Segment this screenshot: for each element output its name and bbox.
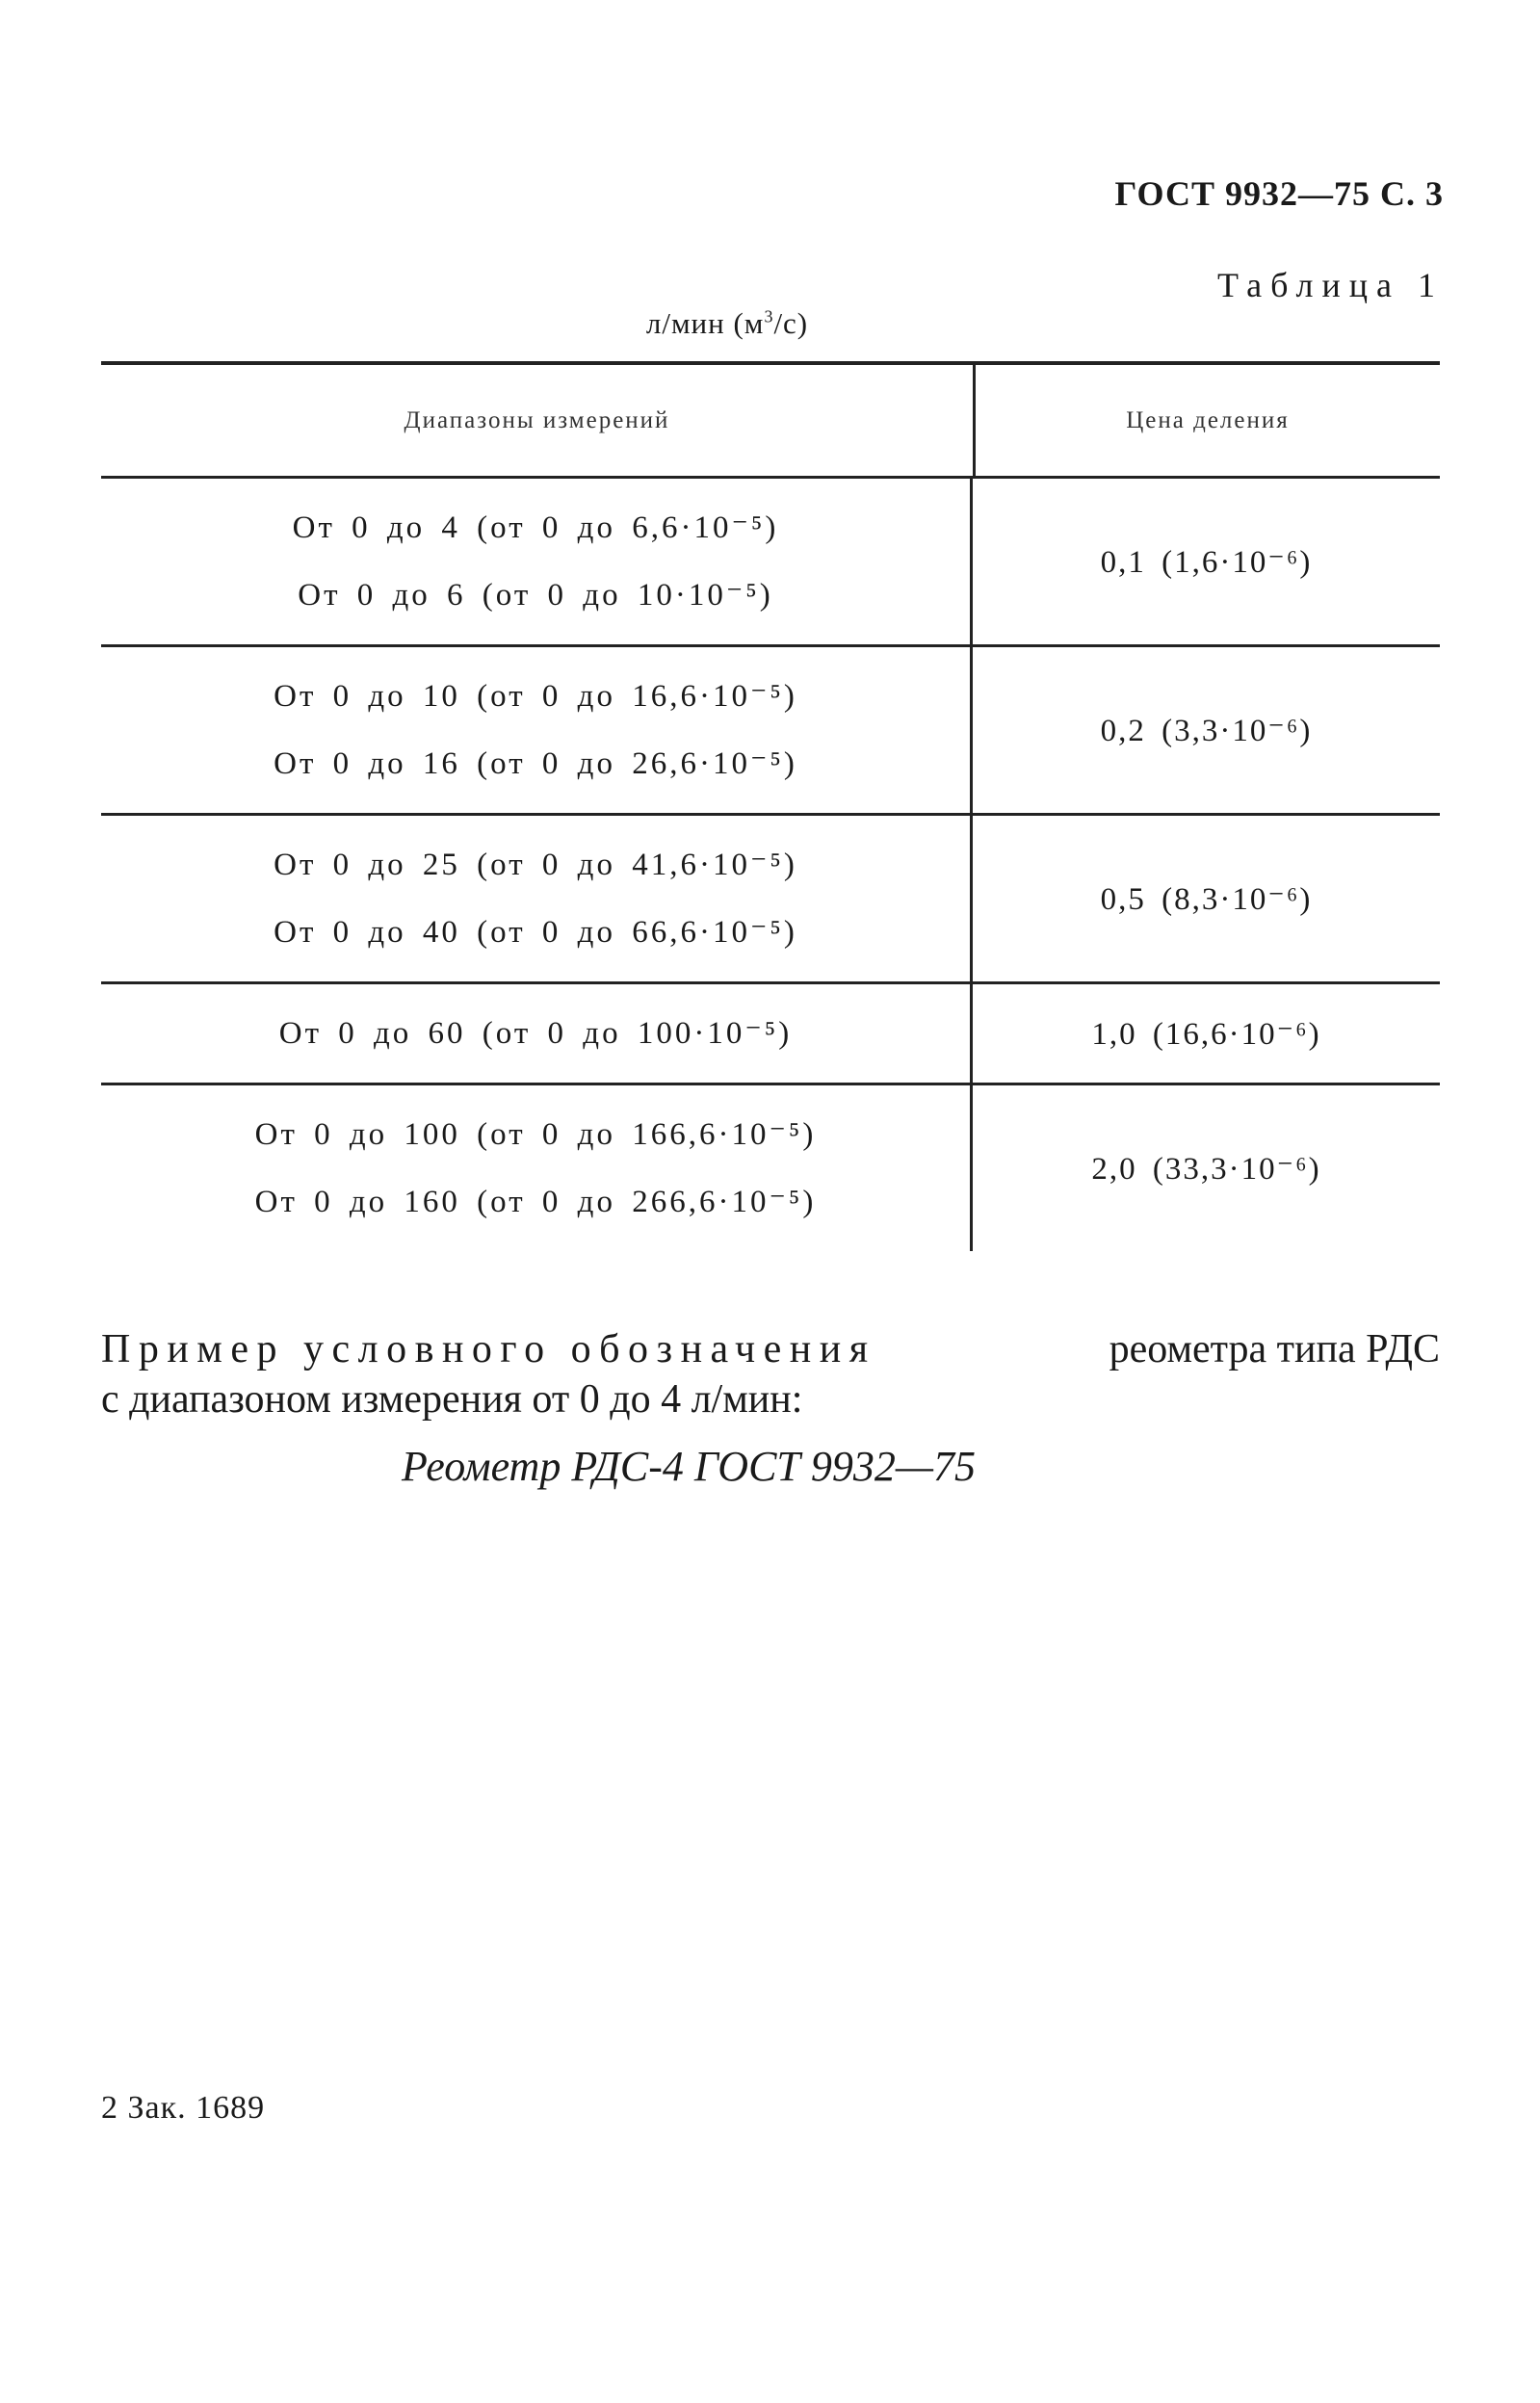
designation-example xyxy=(101,1324,1440,1492)
example-line-1 xyxy=(101,1324,1440,1374)
units-suffix: /с) xyxy=(773,306,809,340)
range-line: От 0 до 160 (от 0 до 266,6·10⁻⁵) xyxy=(254,1185,817,1219)
range-line: От 0 до 40 (от 0 до 66,6·10⁻⁵) xyxy=(274,915,797,950)
example-designation: Реометр РДС-4 ГОСТ 9932—75 xyxy=(401,1443,977,1490)
range-cell xyxy=(101,984,973,1083)
example-line1-rest: реометра типа РДС xyxy=(1109,1327,1440,1371)
division-cell: 2,0 (33,3·10⁻⁶) xyxy=(1091,1152,1321,1187)
division-cell: 1,0 (16,6·10⁻⁶) xyxy=(1091,1017,1321,1052)
division-cell: 0,2 (3,3·10⁻⁶) xyxy=(1100,714,1313,748)
range-cell xyxy=(101,479,973,644)
range-cell xyxy=(101,647,973,813)
range-line: От 0 до 100 (от 0 до 166,6·10⁻⁵) xyxy=(254,1117,817,1152)
example-line-2: с диапазоном измерения от 0 до 4 л/мин: xyxy=(101,1377,803,1422)
range-line: От 0 до 25 (от 0 до 41,6·10⁻⁵) xyxy=(274,848,797,882)
column-header-division: Цена деления xyxy=(1126,406,1290,433)
range-line: От 0 до 16 (от 0 до 26,6·10⁻⁵) xyxy=(274,746,797,781)
column-header-range: Диапазоны измерений xyxy=(101,365,976,476)
table-row xyxy=(101,816,1440,984)
units-exponent: 3 xyxy=(764,306,774,326)
range-cell xyxy=(101,816,973,981)
division-cell: 0,1 (1,6·10⁻⁶) xyxy=(1100,545,1313,580)
footer-note: 2 Зак. 1689 xyxy=(101,2090,266,2126)
division-cell: 0,5 (8,3·10⁻⁶) xyxy=(1100,882,1313,917)
table-row xyxy=(101,647,1440,816)
table-row xyxy=(101,479,1440,647)
range-line: От 0 до 6 (от 0 до 10·10⁻⁵) xyxy=(298,578,773,613)
page-header: ГОСТ 9932—75 С. 3 xyxy=(1114,174,1444,213)
units-prefix: л/мин (м xyxy=(645,306,765,340)
table-header-row xyxy=(101,361,1440,479)
table-row xyxy=(101,1085,1440,1251)
range-cell xyxy=(101,1085,973,1251)
table-row xyxy=(101,984,1440,1085)
table-caption: Таблица 1 xyxy=(1217,266,1444,304)
range-line: От 0 до 4 (от 0 до 6,6·10⁻⁵) xyxy=(292,510,779,545)
range-line: От 0 до 60 (от 0 до 100·10⁻⁵) xyxy=(278,1016,793,1051)
range-line: От 0 до 10 (от 0 до 16,6·10⁻⁵) xyxy=(274,679,797,714)
measurement-table xyxy=(101,361,1440,1251)
units-label xyxy=(554,306,901,341)
example-lead: Пример условного обозначения xyxy=(101,1327,876,1371)
